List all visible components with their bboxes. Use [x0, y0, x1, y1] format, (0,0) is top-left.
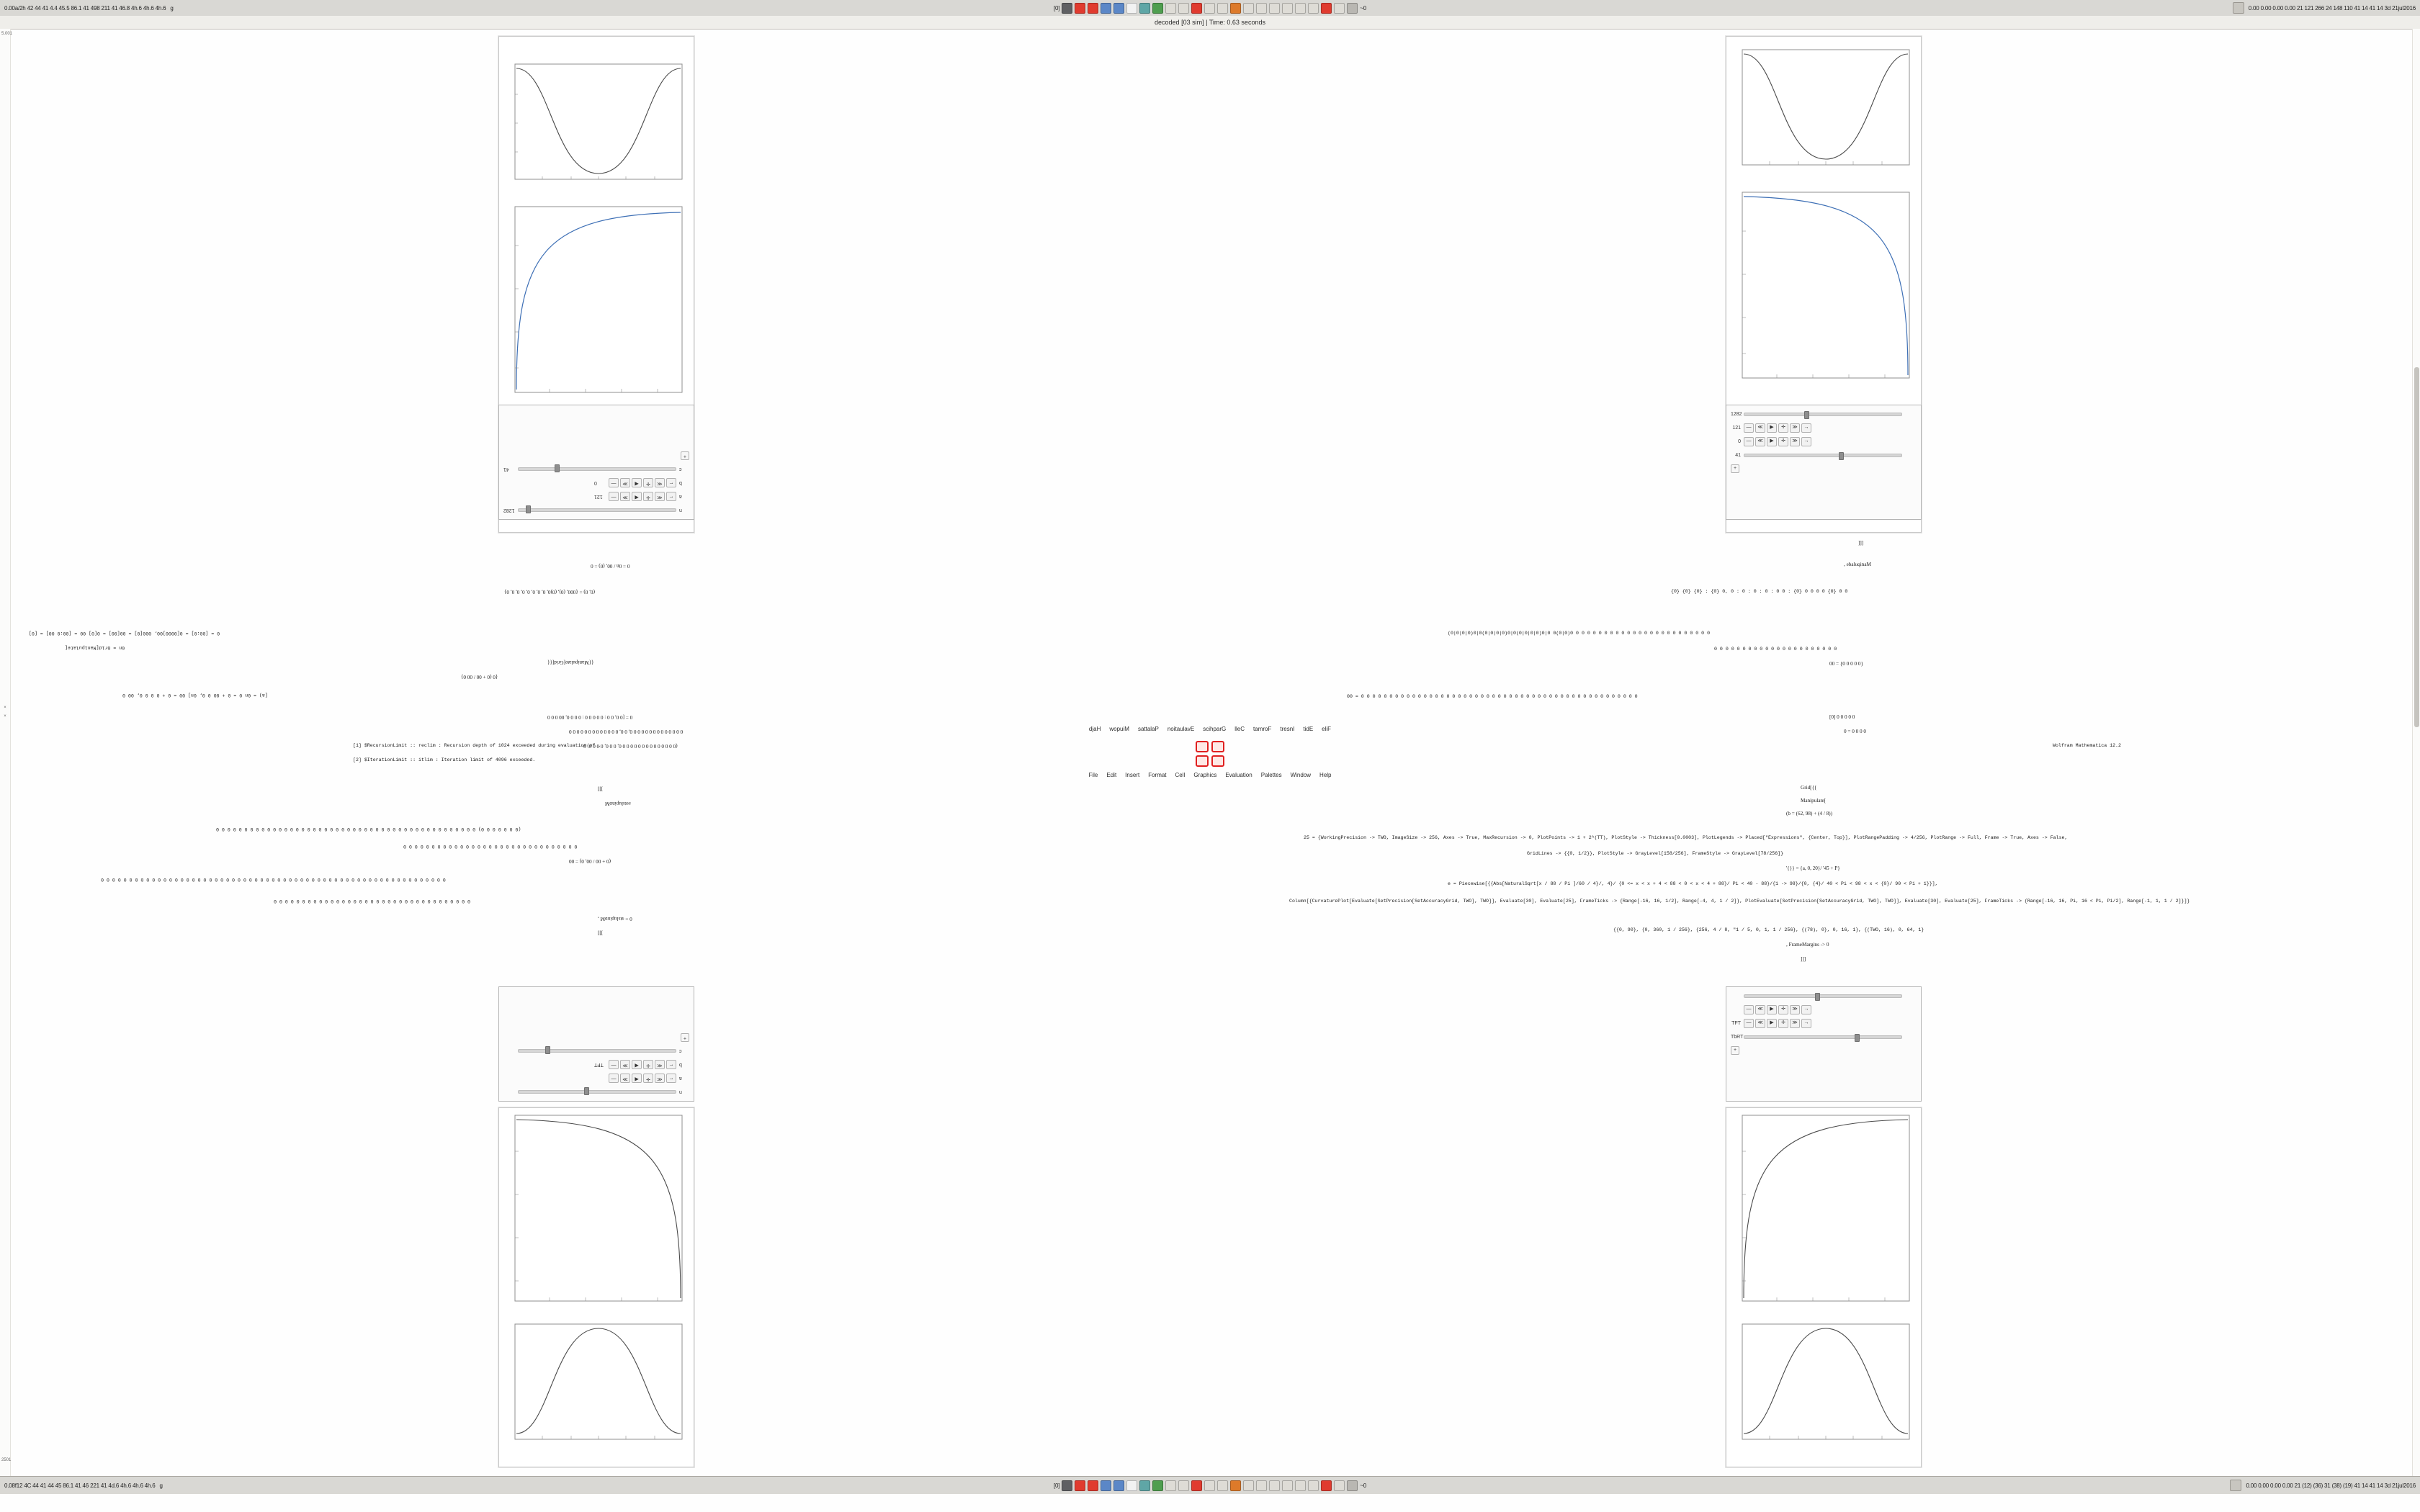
manipulate-row[interactable]	[1731, 1004, 1917, 1015]
code-line: {{Manipulate[Grid[{{	[547, 660, 594, 665]
text-editor-icon[interactable]	[1139, 1480, 1150, 1491]
animation-controls[interactable]	[1744, 437, 1811, 446]
left-bottom-plot-svg	[499, 1108, 695, 1468]
manipulate-footer[interactable]	[503, 450, 689, 462]
system-monitor-right-bottom: 0.00 0.00 0.00 0.00 21 (12) (36) 31 (38) (19) 41 14 41 14 3d 21jul2016	[2246, 1482, 2416, 1489]
step-forward-icon[interactable]: →	[1801, 1005, 1811, 1014]
browser-icon[interactable]	[1113, 1480, 1124, 1491]
message-line-2: [2] $IterationLimit :: itlim : Iteration limit of 4096 exceeded.	[353, 757, 536, 762]
manipulate-row-value: 0	[594, 480, 597, 486]
expand-icon[interactable]: +	[1731, 1046, 1739, 1055]
top-panel[interactable]	[0, 0, 2420, 17]
manipulate-row[interactable]	[1731, 1031, 1917, 1043]
back-icon[interactable]: ▶	[1767, 1005, 1777, 1014]
terminal-icon[interactable]	[1062, 3, 1072, 14]
pale-app-icon[interactable]	[1217, 3, 1228, 14]
left-bottom-graphics-group	[498, 1107, 694, 1467]
rewind-icon[interactable]: ≪	[655, 1061, 665, 1070]
pale-app-icon[interactable]	[1165, 3, 1176, 14]
manipulate-row-label: TbRT	[1731, 1034, 1744, 1040]
red-app-icon[interactable]	[1191, 3, 1202, 14]
step-back-icon[interactable]: ≪	[1755, 423, 1765, 433]
red-app-icon[interactable]	[1088, 1480, 1098, 1491]
manipulate-row[interactable]	[503, 1059, 689, 1071]
rewind-icon[interactable]: ≪	[655, 479, 665, 488]
code-line: 0 0 0 0 0 0 0 0 0 0 0 0 0 0 0 0 0 0 0 0 0 0	[1714, 647, 1837, 652]
pale-app-icon[interactable]	[1269, 1480, 1280, 1491]
play-icon[interactable]: ✛	[1778, 437, 1788, 446]
code-line: 0 = 0 0 0 0	[1844, 729, 1867, 734]
forward-icon[interactable]: ≫	[1790, 437, 1800, 446]
code-line: 00 = 0 0 0 0 0 0 0 0 0 0 0 0 0 0 0 0 0 0 0 0 0 0 0 0 0 0 0 0 0 0 0 0 0 0 0 0 0 0 0 0 0 0 0 0 0 0 0 0 0	[1347, 694, 1638, 699]
minus-icon[interactable]: —	[609, 1074, 619, 1084]
manipulate-row[interactable]	[503, 1045, 689, 1057]
manipulate-row-label: 41	[1735, 452, 1741, 458]
manipulate-footer[interactable]	[503, 1032, 689, 1043]
play-icon[interactable]: ✛	[643, 492, 653, 502]
step-back-icon[interactable]: ←	[666, 1061, 676, 1070]
manipulate-row[interactable]	[503, 1073, 689, 1084]
pale-app-icon[interactable]	[1308, 1480, 1319, 1491]
error-marker-2[interactable]	[1211, 741, 1224, 752]
back-icon[interactable]: ▶	[1767, 437, 1777, 446]
step-back-icon[interactable]: ←	[666, 479, 676, 488]
manipulate-row-label: c	[679, 1048, 682, 1054]
bottom-panel[interactable]	[0, 1476, 2420, 1494]
code-line: ]]]	[1801, 956, 1806, 962]
manipulate-slider[interactable]	[518, 1050, 676, 1053]
forward-icon[interactable]: ◀	[632, 479, 642, 488]
code-line: 0 0 0 0 0 0 0 0 0 0 0 0 0 0 0 0 0 0 0 0 0 0 0 0 0 0 0 0 0 0 0 0 0 0 0 0 0 0 0 0 0 0 0 0 0 0 0 0 0 0 0 0 0 0 0 0 0 0 0 0 0	[101, 877, 446, 882]
pale-app-icon[interactable]	[1334, 3, 1345, 14]
step-forward-icon[interactable]: →	[1801, 423, 1811, 433]
code-line: 0 = 0n / 00, (0) = 0	[591, 563, 630, 569]
manipulate-row-value: 121	[594, 494, 603, 500]
gray-app-icon[interactable]	[1347, 1480, 1358, 1491]
step-back-icon[interactable]: ≪	[1755, 1019, 1765, 1028]
manipulate-slider[interactable]	[1744, 994, 1902, 998]
green-app-icon[interactable]	[1152, 3, 1163, 14]
pale-app-icon[interactable]	[1178, 1480, 1189, 1491]
task-tray-bottom[interactable]	[1054, 1480, 1366, 1491]
error-marker-1[interactable]	[1196, 741, 1209, 752]
tray-prefix: [0]	[1053, 1482, 1060, 1489]
code-line: 0 0 0 0 0 0 0 0 0 0 0 0 0 0, 0 0, 0 0 0 0 0 0 0 0 0 0 0 0 0	[569, 729, 684, 734]
pale-app-icon[interactable]	[1269, 3, 1280, 14]
code-line: GridLines -> {{0, 1/2}}, PlotStyle -> GrayLevel[158/256], FrameStyle -> GrayLevel[78/256]}	[1527, 851, 1784, 856]
code-line: (0|0|0|0)0|0(0|0|0|0)0|0(0|0|0|0)0|0 0(0|0)0 0 0 0 0 0 0 0 0 0 0 0 0 0 0 0 0 0 0 0 0 0 0 0 0	[1448, 631, 1711, 636]
bottom-left-badge: g	[159, 1482, 163, 1489]
system-monitor-left: 0.00a/2h 42 44 41 4.4 45.5 86.1 41 498 211 41 46.8 4h.6 4h.6 4h.6	[4, 4, 166, 12]
menu-item-help[interactable]: Help	[1319, 772, 1332, 778]
pale-app-icon[interactable]	[1256, 1480, 1267, 1491]
manipulate-row-label: 0	[1738, 438, 1741, 444]
file-manager-icon[interactable]	[1126, 3, 1137, 14]
menu-bar[interactable]	[0, 772, 2420, 782]
menu-item[interactable]: lleC	[1234, 726, 1245, 732]
manipulate-slider[interactable]	[518, 509, 676, 513]
pale-app-icon[interactable]	[1217, 1480, 1228, 1491]
step-forward-icon[interactable]: ≫	[620, 479, 630, 488]
folder-icon[interactable]	[1101, 3, 1111, 14]
task-tray[interactable]	[1054, 3, 1366, 14]
error-marker-3[interactable]	[1196, 755, 1209, 767]
top-panel-left	[0, 5, 178, 12]
code-bracket: ]]]	[1858, 540, 1864, 546]
red-app-icon[interactable]	[1321, 3, 1332, 14]
code-line: [a) = 0n 0 = 0 + 00 0 0, 0n] 00 = 0 + 0 0 0 0, 00 0	[122, 693, 268, 698]
menu-bar-flipped[interactable]	[0, 726, 2420, 736]
menu-item[interactable]: eliF	[1322, 726, 1332, 732]
manipulate-row[interactable]	[503, 477, 689, 489]
play-icon[interactable]: ✛	[643, 479, 653, 488]
menu-item[interactable]: noitaulavE	[1167, 726, 1195, 732]
animation-controls[interactable]	[1744, 1005, 1811, 1014]
code-line: (0, 0) = {000, (0), (0)0, 0, 0, 0, 0, 0, 0, 0, 0}	[504, 589, 595, 595]
pale-app-icon[interactable]	[1204, 1480, 1215, 1491]
step-back-icon[interactable]: ≪	[1755, 437, 1765, 446]
message-suffix: Wolfram Mathematica 12.2	[2053, 743, 2121, 748]
manipulate-panel-right-bottom[interactable]	[1726, 986, 1922, 1102]
network-icon[interactable]	[2230, 1480, 2241, 1491]
step-back-icon[interactable]: ←	[666, 492, 676, 502]
manipulate-row[interactable]	[1731, 1017, 1917, 1029]
red-app-icon[interactable]	[1191, 1480, 1202, 1491]
manipulate-slider[interactable]	[518, 468, 676, 472]
red-app-icon[interactable]	[1088, 3, 1098, 14]
red-app-icon[interactable]	[1075, 3, 1085, 14]
manipulate-row[interactable]	[1731, 408, 1917, 420]
step-forward-icon[interactable]: ≫	[620, 1074, 630, 1084]
code-line: 0 0 0 0 0 0 0 0 0 0 0 0 0 0 0 0 0 0 0 0 0 0 0 0 0 0 0 0 0 0 0 0 0 0 0	[274, 899, 471, 904]
animation-controls[interactable]	[1744, 423, 1811, 433]
error-marker-4[interactable]	[1211, 755, 1224, 767]
manipulate-row-label: 1282	[1731, 411, 1742, 417]
manipulate-row-label: b	[679, 480, 682, 486]
pale-app-icon[interactable]	[1256, 3, 1267, 14]
system-monitor-right: 0.00 0.00 0.00 0.00 21 121 266 24 148 110 41 14 41 14 3d 21jul2016	[2248, 4, 2416, 12]
animation-controls[interactable]	[609, 1061, 676, 1070]
rail-marker-b[interactable]: ×	[4, 714, 6, 719]
manipulate-slider[interactable]	[518, 1091, 676, 1094]
right-bottom-plot-svg	[1726, 1108, 1922, 1468]
code-line: ]]]	[598, 930, 604, 936]
expand-icon[interactable]: +	[681, 1033, 689, 1042]
code-line: Grid[{{	[1801, 785, 1817, 791]
menu-item[interactable]: tamroF	[1253, 726, 1272, 732]
code-line: {0 (0 + 00 / 00 0}	[461, 674, 498, 680]
text-editor-icon[interactable]	[1139, 3, 1150, 14]
workspace-label[interactable]: ~0	[1360, 4, 1367, 12]
red-app-icon[interactable]	[1321, 1480, 1332, 1491]
manipulate-panel-left-top[interactable]	[498, 405, 694, 520]
code-line: 0n = Grid[Manipulate[	[65, 645, 125, 650]
green-app-icon[interactable]	[1152, 1480, 1163, 1491]
code-line: , ebaluqinaM	[1844, 562, 1871, 567]
rail-tag-bottom: 2501	[1, 1458, 12, 1462]
pale-app-icon[interactable]	[1243, 3, 1254, 14]
play-icon[interactable]: ✛	[643, 1074, 653, 1084]
minus-icon[interactable]: —	[609, 479, 619, 488]
code-line: ]]]	[598, 786, 604, 792]
workspace-label-bottom[interactable]: ~0	[1360, 1482, 1367, 1489]
manipulate-slider[interactable]	[1744, 454, 1902, 457]
back-icon[interactable]: ▶	[1767, 423, 1777, 433]
animation-controls[interactable]	[609, 479, 676, 488]
code-line: 25 = {WorkingPrecision -> TWO, ImageSize -> 256, Axes -> True, MaxRecursion -> 0, PlotPoints -> 1 + 2^(TT), PlotStyle -> Thickness[0.0003], PlotLegends -> Placed["Expressions", {Center, Top}], PlotRangePadding -> 4/256, PlotRange -> Full, Frame -> True, Axes -> False,	[1304, 835, 2068, 840]
manipulate-footer[interactable]	[1731, 463, 1917, 474]
minus-icon[interactable]: —	[1744, 437, 1754, 446]
manipulate-row-value: 41	[503, 467, 509, 472]
step-back-icon[interactable]: ≪	[1755, 1005, 1765, 1014]
forward-icon[interactable]: ≫	[1790, 1005, 1800, 1014]
pale-app-icon[interactable]	[1165, 1480, 1176, 1491]
code-line: Manipulate[	[1801, 798, 1827, 804]
manipulate-row-label: c	[679, 467, 682, 472]
manipulate-row-label: TFT	[1731, 1020, 1741, 1026]
menu-item-palettes[interactable]: Palettes	[1260, 772, 1282, 778]
right-bottom-graphics-group	[1726, 1107, 1922, 1467]
play-icon[interactable]: ✛	[1778, 423, 1788, 433]
menu-item[interactable]: scihparG	[1203, 726, 1227, 732]
minus-icon[interactable]: —	[609, 492, 619, 502]
code-line: (0 0 0 0 0 0 0) 0 0 0 0 0 0 0 0 0 0 0 0 0 0 0 0 0 0 0 0 0 0 0 0 0 0 0 0 0 0 0 0 0 0 0 0 0 0 0 0 0 0 0 0 0 0	[216, 827, 521, 832]
manipulate-row[interactable]	[503, 505, 689, 516]
gray-app-icon[interactable]	[1347, 3, 1358, 14]
folder-icon[interactable]	[1101, 1480, 1111, 1491]
file-manager-icon[interactable]	[1126, 1480, 1137, 1491]
manipulate-row[interactable]	[503, 1086, 689, 1098]
menu-item[interactable]: tidE	[1303, 726, 1314, 732]
minus-icon[interactable]: —	[609, 1061, 619, 1070]
manipulate-row-value: 1282	[503, 508, 515, 513]
manipulate-row[interactable]	[503, 464, 689, 475]
menu-item-evaluation[interactable]: Evaluation	[1225, 772, 1252, 778]
menu-item-file[interactable]: File	[1088, 772, 1098, 778]
pale-app-icon[interactable]	[1308, 3, 1319, 14]
step-forward-icon[interactable]: ≫	[620, 1061, 630, 1070]
code-line: '{}} = {a, 0, 20}/ '45 + P}	[1786, 865, 1840, 871]
expand-icon[interactable]: +	[681, 451, 689, 460]
manipulate-row-label: a	[679, 1076, 682, 1081]
code-line: 0 = ɘtslupinɒM ,	[598, 916, 632, 922]
step-back-icon[interactable]: ←	[666, 1074, 676, 1084]
rail-tag-top: 5.001	[1, 32, 13, 36]
play-icon[interactable]: ✛	[643, 1061, 653, 1070]
menu-item[interactable]: djaH	[1088, 726, 1101, 732]
manipulate-row[interactable]	[1731, 422, 1917, 433]
manipulate-panel-left-bottom[interactable]	[498, 986, 694, 1102]
menu-item[interactable]: wopuiM	[1109, 726, 1129, 732]
code-line: (b = (62, 98) + (4 / 8))	[1786, 811, 1832, 816]
terminal-icon[interactable]	[1062, 1480, 1072, 1491]
message-line-1: [1] $RecursionLimit :: reclim : Recursion depth of 1024 exceeded during evaluation of .	[353, 743, 601, 748]
code-line: (0 + 00 / 00, 0) = 00	[569, 858, 611, 864]
code-line: e = Piecewise[{{Abs[NaturalSqrt[x / 88 / Pi ]/60 / 4}/, 4}/ {0 <= x < x + 4 < 88 < 0 < x < 4 + 88}/ Pi < 40 - 88}/{1 -> 98}/{0, {4}/ 40 < Pi < 98 < x < {0}/ 90 < Pi + 1}}],	[1448, 881, 1938, 886]
manipulate-row[interactable]	[503, 491, 689, 503]
bottom-panel-right	[2226, 1480, 2420, 1491]
forward-icon[interactable]: ◀	[632, 1074, 642, 1084]
orange-app-icon[interactable]	[1230, 3, 1241, 14]
manipulate-row-label: a	[679, 494, 682, 500]
manipulate-panel-right-top[interactable]	[1726, 405, 1922, 520]
menu-item-window[interactable]: Window	[1290, 772, 1312, 778]
pale-app-icon[interactable]	[1178, 3, 1189, 14]
forward-icon[interactable]: ◀	[632, 492, 642, 502]
manipulate-slider[interactable]	[1744, 413, 1902, 416]
code-line: 00 = {0 0 0 0 0}	[1829, 661, 1863, 667]
back-icon[interactable]: ▶	[1767, 1019, 1777, 1028]
manipulate-row-value: TFT	[594, 1062, 604, 1068]
animation-controls[interactable]	[609, 492, 676, 502]
forward-icon[interactable]: ◀	[632, 1061, 642, 1070]
manipulate-row-label: b	[679, 1062, 682, 1068]
manipulate-row[interactable]	[1731, 436, 1917, 447]
manipulate-footer[interactable]	[1731, 1045, 1917, 1056]
pale-app-icon[interactable]	[1334, 1480, 1345, 1491]
manipulate-row-label: n	[679, 508, 682, 513]
menu-item-graphics[interactable]: Graphics	[1193, 772, 1217, 778]
code-line: , FrameMargins -> 0	[1786, 942, 1829, 948]
rail-marker-a[interactable]: ×	[4, 706, 6, 710]
pale-app-icon[interactable]	[1243, 1480, 1254, 1491]
code-line: 0 0 0 0 0 0 0 0 0 0 0 0 0 0 0 0 0 0 0 0 0 0 0 0 0 0 0 0 0 0 0	[403, 844, 578, 849]
minus-icon[interactable]: —	[1744, 423, 1754, 433]
top-left-badge: g	[170, 4, 174, 12]
code-line: {{0, 90}, {0, 360, 1 / 256}, {256, 4 / 8, "1 / 5, 0, 1, 1 / 256}, {(78), 0}, 0, 16, 1}, {(TWO, 16), 0, 64, 1}	[1613, 927, 1924, 932]
orange-app-icon[interactable]	[1230, 1480, 1241, 1491]
menu-item-format[interactable]: Format	[1148, 772, 1167, 778]
code-line: {0} {0} {0} : {0} 0, 0 : 0 : 0 : 0 : 0 0 : {0} 0 0 0 0 {0} 0 0	[1671, 589, 1848, 594]
pale-app-icon[interactable]	[1295, 3, 1306, 14]
play-icon[interactable]: ✛	[1778, 1005, 1788, 1014]
menu-item[interactable]: sattalaP	[1137, 726, 1159, 732]
pale-app-icon[interactable]	[1295, 1480, 1306, 1491]
notebook-title-bar: decoded [03 sim] | Time: 0.63 seconds	[0, 16, 2420, 30]
forward-icon[interactable]: ≫	[1790, 423, 1800, 433]
minus-icon[interactable]: —	[1744, 1019, 1754, 1028]
code-line: ƨɘtslupinɒM	[605, 801, 631, 806]
step-forward-icon[interactable]: ≫	[620, 492, 630, 502]
menu-item[interactable]: tresnI	[1280, 726, 1295, 732]
code-line: Column[{CurvaturePlot[Evaluate[SetPrecision[SetAccuracyGrid, TWO], TWO]], Evaluate[30], Evaluate[25], FrameTicks -> {Range[-16, 16, 1/2], Range[-4, 4, 1 / 2]}, PlotEvaluate[SetPrecision[SetAccuracyGrid, TWO], TWO]], Evaluate[30], Evaluate[25], FrameTicks -> {Range[-16, 16, Pi, 16 < Pi, Pi/2], Range[-1, 1, 1 / 2]}]}	[1289, 899, 2190, 904]
system-monitor-left-bottom: 0.08f12 4C 44 41 44 45 86.1 41 46 221 41 4d.6 4h.6 4h.6 4h.6	[4, 1482, 156, 1489]
tray-prefix: [0]	[1053, 4, 1060, 12]
manipulate-slider[interactable]	[1744, 1035, 1902, 1039]
play-icon[interactable]: ✛	[1778, 1019, 1788, 1028]
code-line: [0] 0 0 0 0 0	[1829, 714, 1855, 720]
rewind-icon[interactable]: ≪	[655, 1074, 665, 1084]
code-line: (0 0 0 0 0 0 0 0 0 0 0 0 0 0 0, 0 0 0, 0 0 0 0) 0	[583, 743, 678, 749]
animation-controls[interactable]	[1744, 1019, 1811, 1028]
rewind-icon[interactable]: ≪	[655, 492, 665, 502]
manipulate-row-label: 121	[1732, 425, 1741, 431]
code-line: 0 = [0 0, 0 0 : 0 0 0 0 0 : 0 0 0 0, 00 0 0 0	[547, 714, 633, 720]
step-forward-icon[interactable]: →	[1801, 1019, 1811, 1028]
expand-icon[interactable]: +	[1731, 464, 1739, 473]
step-forward-icon[interactable]: →	[1801, 437, 1811, 446]
pale-app-icon[interactable]	[1282, 1480, 1293, 1491]
menu-item-edit[interactable]: Edit	[1106, 772, 1117, 778]
manipulate-row-label: n	[679, 1089, 682, 1095]
top-panel-right	[2228, 2, 2420, 14]
animation-controls[interactable]	[609, 1074, 676, 1084]
minus-icon[interactable]: —	[1744, 1005, 1754, 1014]
menu-item-cell[interactable]: Cell	[1175, 772, 1186, 778]
bottom-panel-left	[0, 1482, 167, 1489]
red-app-icon[interactable]	[1075, 1480, 1085, 1491]
pale-app-icon[interactable]	[1282, 3, 1293, 14]
manipulate-row[interactable]	[1731, 990, 1917, 1002]
manipulate-row[interactable]	[1731, 449, 1917, 461]
pale-app-icon[interactable]	[1204, 3, 1215, 14]
forward-icon[interactable]: ≫	[1790, 1019, 1800, 1028]
menu-item-insert[interactable]: Insert	[1125, 772, 1140, 778]
network-icon[interactable]	[2233, 2, 2244, 14]
code-line: 0 = [00:0] = 0[0000]00, 000[0] = 00[00] = 0[0] 00 = [00:0 00] = [0]	[29, 631, 220, 636]
browser-icon[interactable]	[1113, 3, 1124, 14]
